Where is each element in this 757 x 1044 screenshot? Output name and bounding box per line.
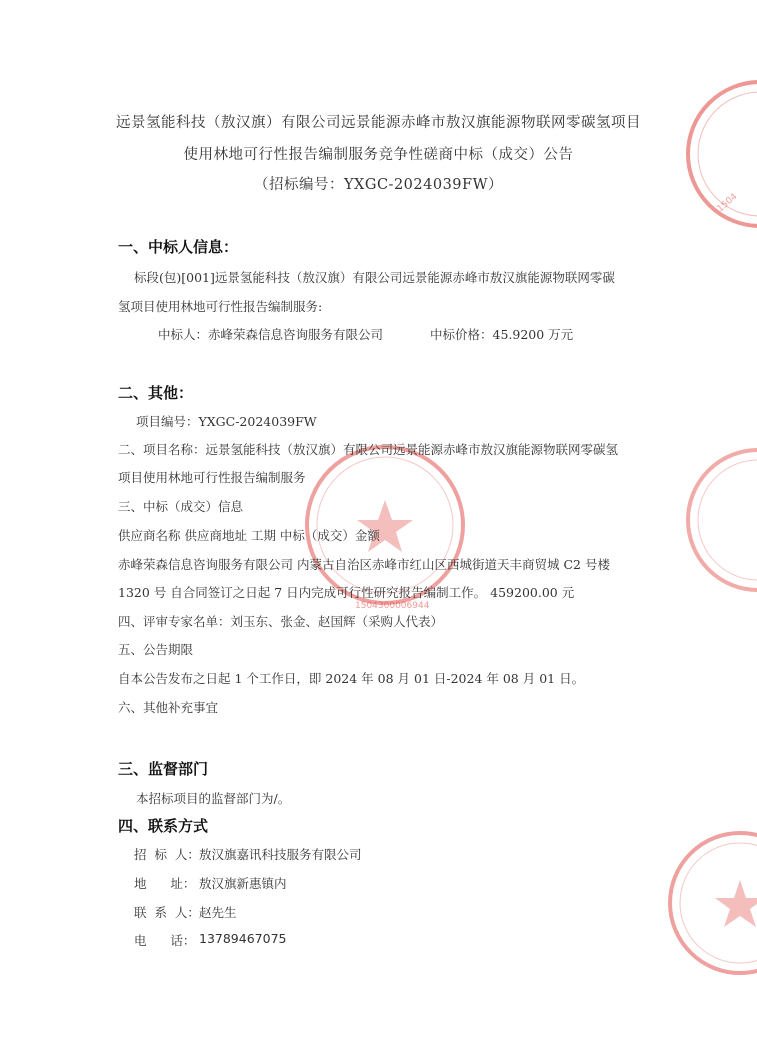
lot-line-1: 标段(包)[001]远景氢能科技（敖汉旗）有限公司远景能源赤峰市敖汉旗能源物联网零碳 (134, 270, 615, 285)
project-name-line-2: 项目使用林地可行性报告编制服务 (118, 470, 306, 485)
section2-heading: 二、其他： (118, 384, 194, 402)
section4-heading: 四、联系方式 (118, 817, 209, 835)
expert-list: 四、评审专家名单：刘玉东、张金、赵国辉（采购人代表） (118, 614, 444, 629)
address-label: 地 址： (134, 876, 196, 891)
tenderer-label: 招 标 人： (134, 847, 200, 862)
award-row-line-1: 赤峰荣森信息咨询服务有限公司 内蒙古自治区赤峰市红山区西城街道天丰商贸城 C2 号楼 (118, 557, 610, 572)
section1-heading: 一、中标人信息： (118, 238, 239, 256)
award-info-heading: 三、中标（成交）信息 (118, 499, 244, 514)
contact-label: 联 系 人： (134, 905, 200, 920)
svg-text:1504: 1504 (715, 191, 740, 215)
address-value: 敖汉旗新惠镇内 (199, 876, 287, 891)
seal-middle-right (678, 440, 757, 600)
project-name-line-1: 二、项目名称：远景氢能科技（敖汉旗）有限公司远景能源赤峰市敖汉旗能源物联网零碳氢 (118, 442, 619, 457)
award-columns: 供应商名称 供应商地址 工期 中标（成交）金额 (118, 528, 380, 543)
title-line-1: 远景氢能科技（敖汉旗）有限公司远景能源赤峰市敖汉旗能源物联网零碳氢项目 (116, 115, 641, 131)
contact-value: 赵先生 (199, 905, 237, 920)
period-heading: 五、公告期限 (118, 642, 194, 657)
svg-text:1504300006944: 1504300006944 (355, 601, 430, 610)
period-text: 自本公告发布之日起 1 个工作日，即 2024 年 08 月 01 日-2024 年 08 月 01 日。 (118, 671, 585, 686)
winner-name: 中标人：赤峰荣森信息咨询服务有限公司 (158, 327, 384, 342)
supervisor-text: 本招标项目的监督部门为/。 (136, 791, 291, 806)
award-row-line-2: 1320 号 自合同签订之日起 7 日内完成可行性研究报告编制工作。 459200.00 元 (118, 585, 575, 600)
lot-line-2: 氢项目使用林地可行性报告编制服务: (118, 299, 323, 314)
section3-heading: 三、监督部门 (118, 760, 209, 778)
title-line-3: （招标编号：YXGC-2024039FW） (253, 177, 503, 193)
supplement-heading: 六、其他补充事宜 (118, 700, 219, 715)
title-line-2: 使用林地可行性报告编制服务竞争性磋商中标（成交）公告 (183, 147, 574, 163)
seal-bottom-right (655, 828, 757, 978)
winner-price: 中标价格：45.9200 万元 (430, 327, 574, 342)
tenderer-value: 敖汉旗嘉讯科技服务有限公司 (199, 847, 362, 862)
phone-value: 13789467075 (199, 931, 287, 946)
project-number: 项目编号：YXGC-2024039FW (136, 414, 317, 429)
phone-label: 电 话： (134, 933, 196, 948)
